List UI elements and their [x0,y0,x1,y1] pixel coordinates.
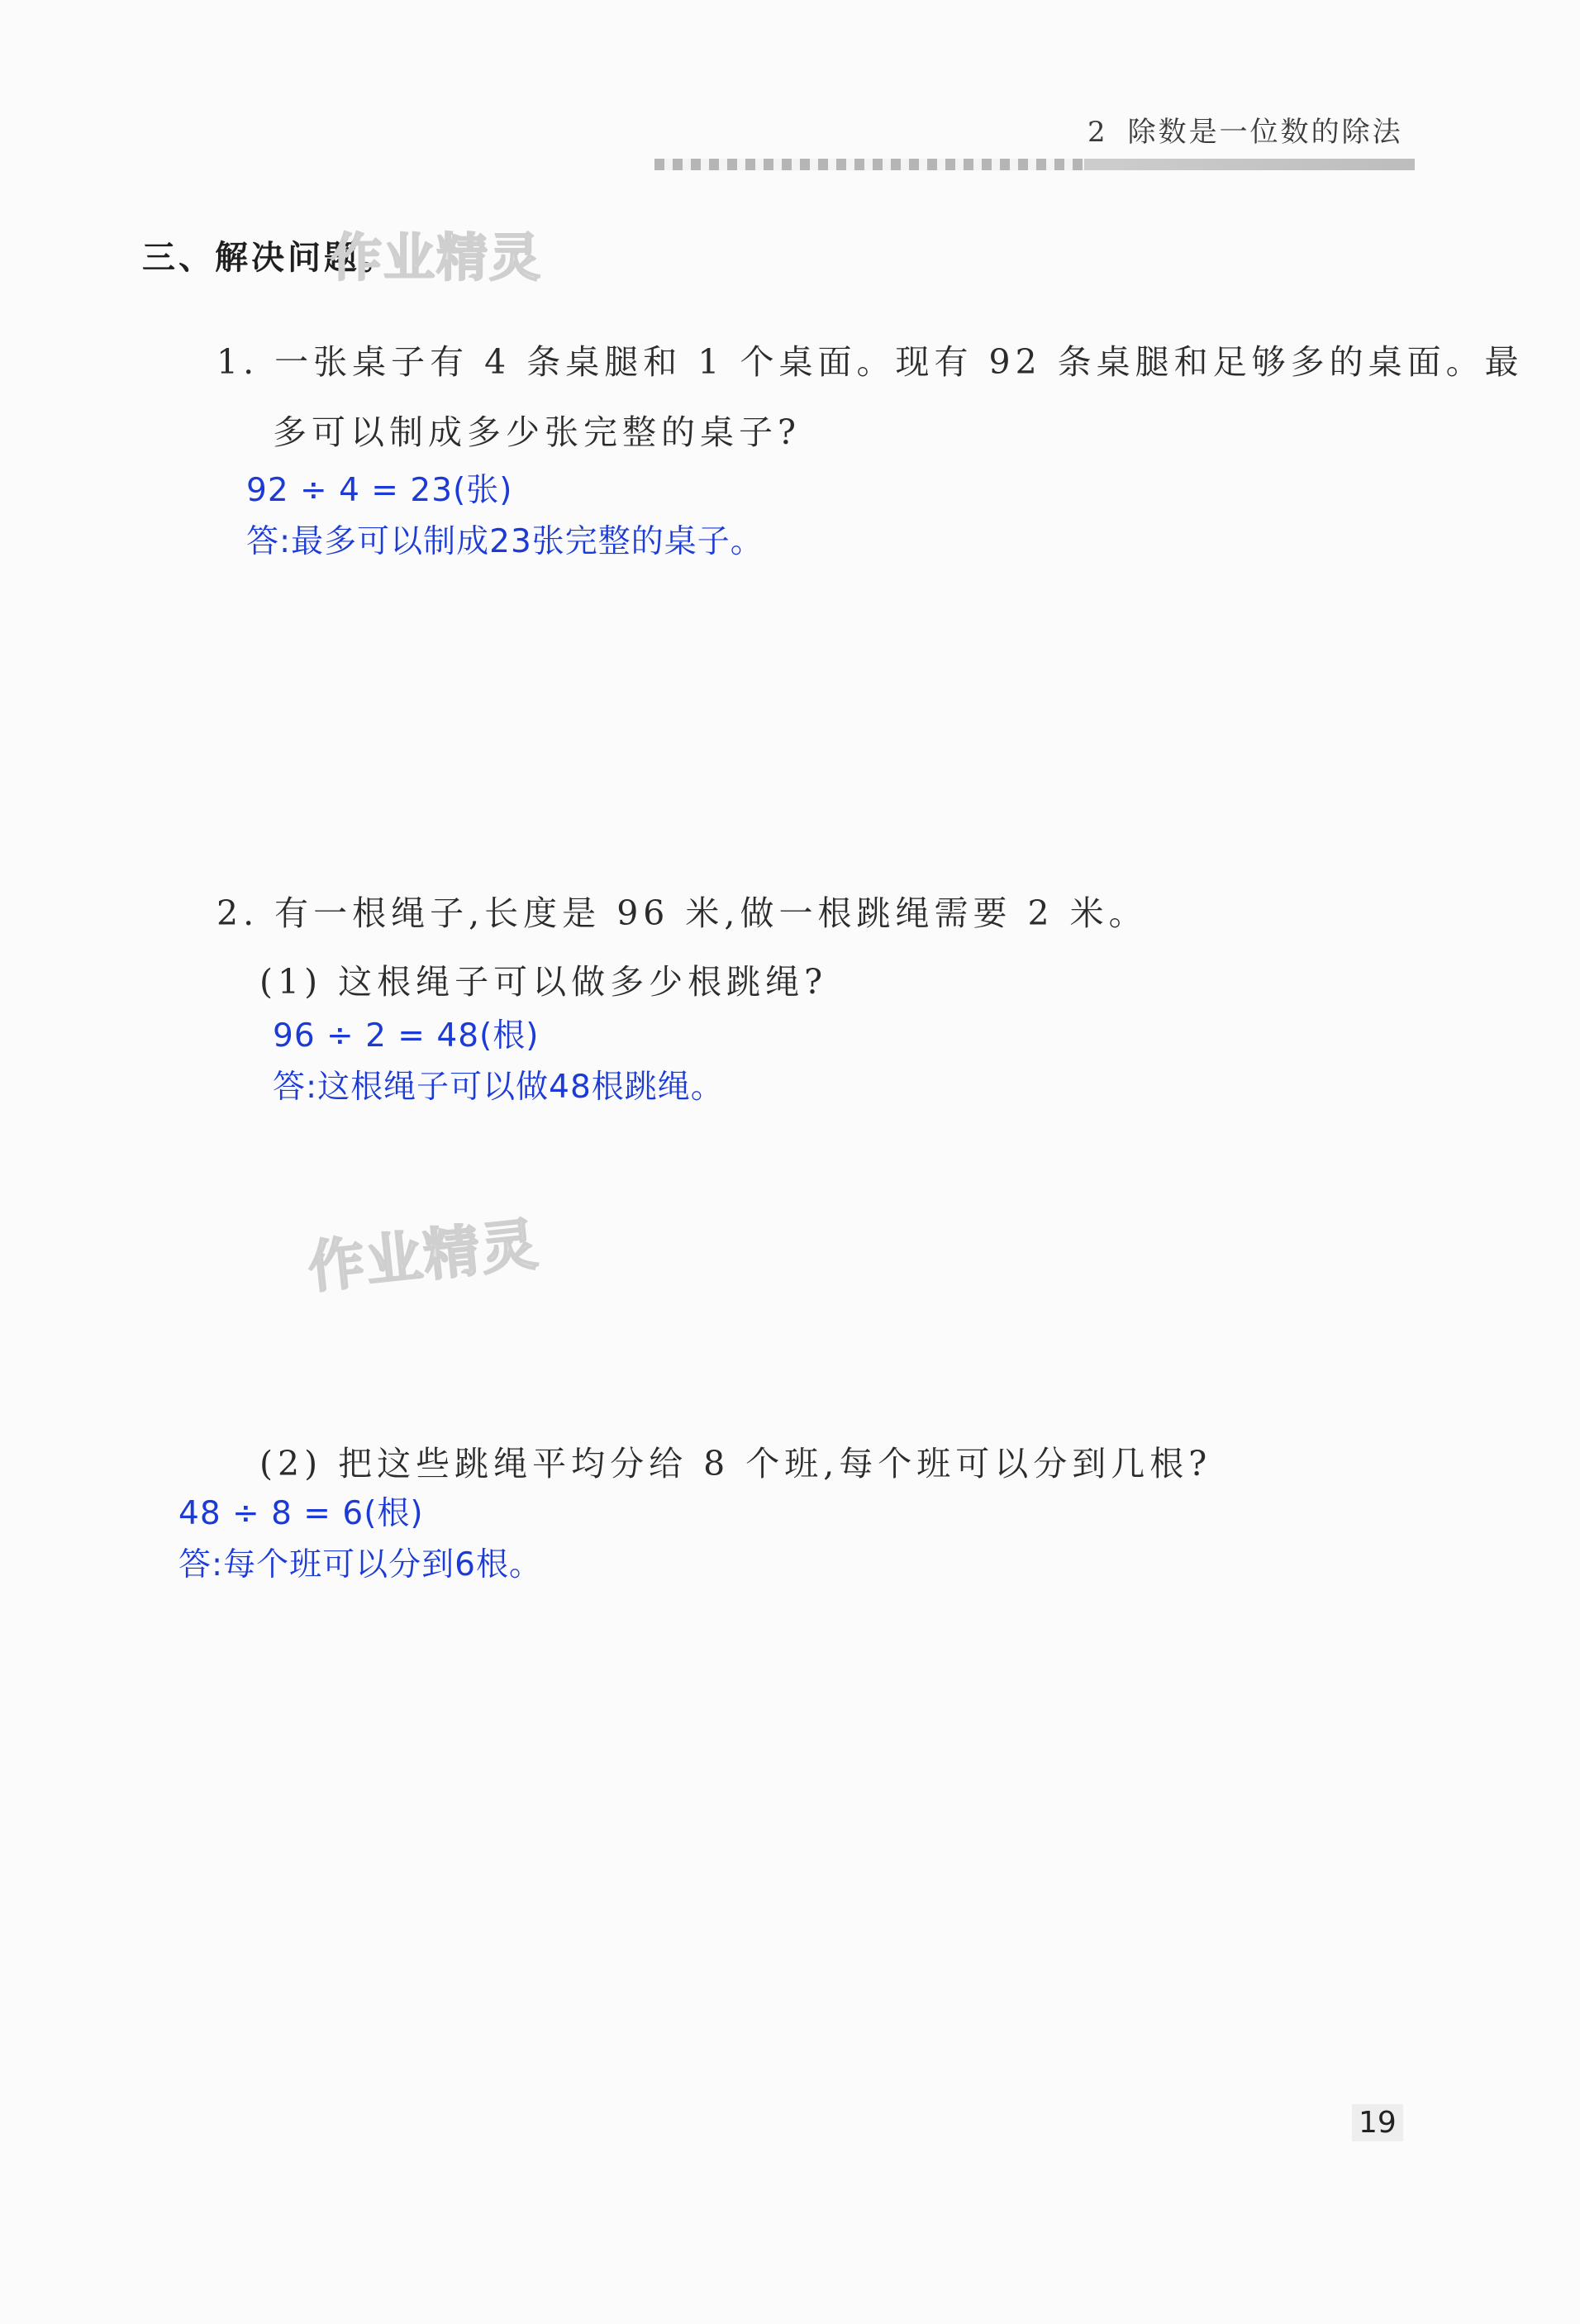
chapter-number: 2 [1087,116,1108,149]
page-number: 19 [1352,2104,1403,2141]
header-rule [654,159,1415,170]
answer-2-2-equation: 48 ÷ 8 = 6(根) [178,1495,424,1532]
answer-2-1-text: 答:这根绳子可以做48根跳绳。 [273,1069,724,1106]
question-1-line-1: 1. 一张桌子有 4 条桌腿和 1 个桌面。现有 92 条桌腿和足够多的桌面。最 [217,342,1524,382]
question-2-line: 2. 有一根绳子,长度是 96 米,做一根跳绳需要 2 米。 [217,893,1148,933]
answer-2-1-equation: 96 ÷ 2 = 48(根) [273,1017,540,1055]
answer-2-2-text: 答:每个班可以分到6根。 [178,1546,542,1583]
question-1-line-2: 多可以制成多少张完整的桌子? [273,412,801,452]
answer-1-equation: 92 ÷ 4 = 23(张) [246,472,513,509]
question-2-sub-2: (2) 把这些跳绳平均分给 8 个班,每个班可以分到几根? [259,1444,1212,1483]
answer-1-text: 答:最多可以制成23张完整的桌子。 [246,523,764,560]
header-rule-dashes [654,159,1084,170]
chapter-header [1087,109,1403,150]
question-2-sub-1: (1) 这根绳子可以做多少根跳绳? [259,962,828,1002]
section-title: 三、解决问题。 [142,238,397,277]
chapter-title: 除数是一位数的除法 [1127,116,1403,149]
watermark-logo: 作业精灵 [305,1212,543,1302]
watermark-logo: 作业精灵 [331,227,543,288]
